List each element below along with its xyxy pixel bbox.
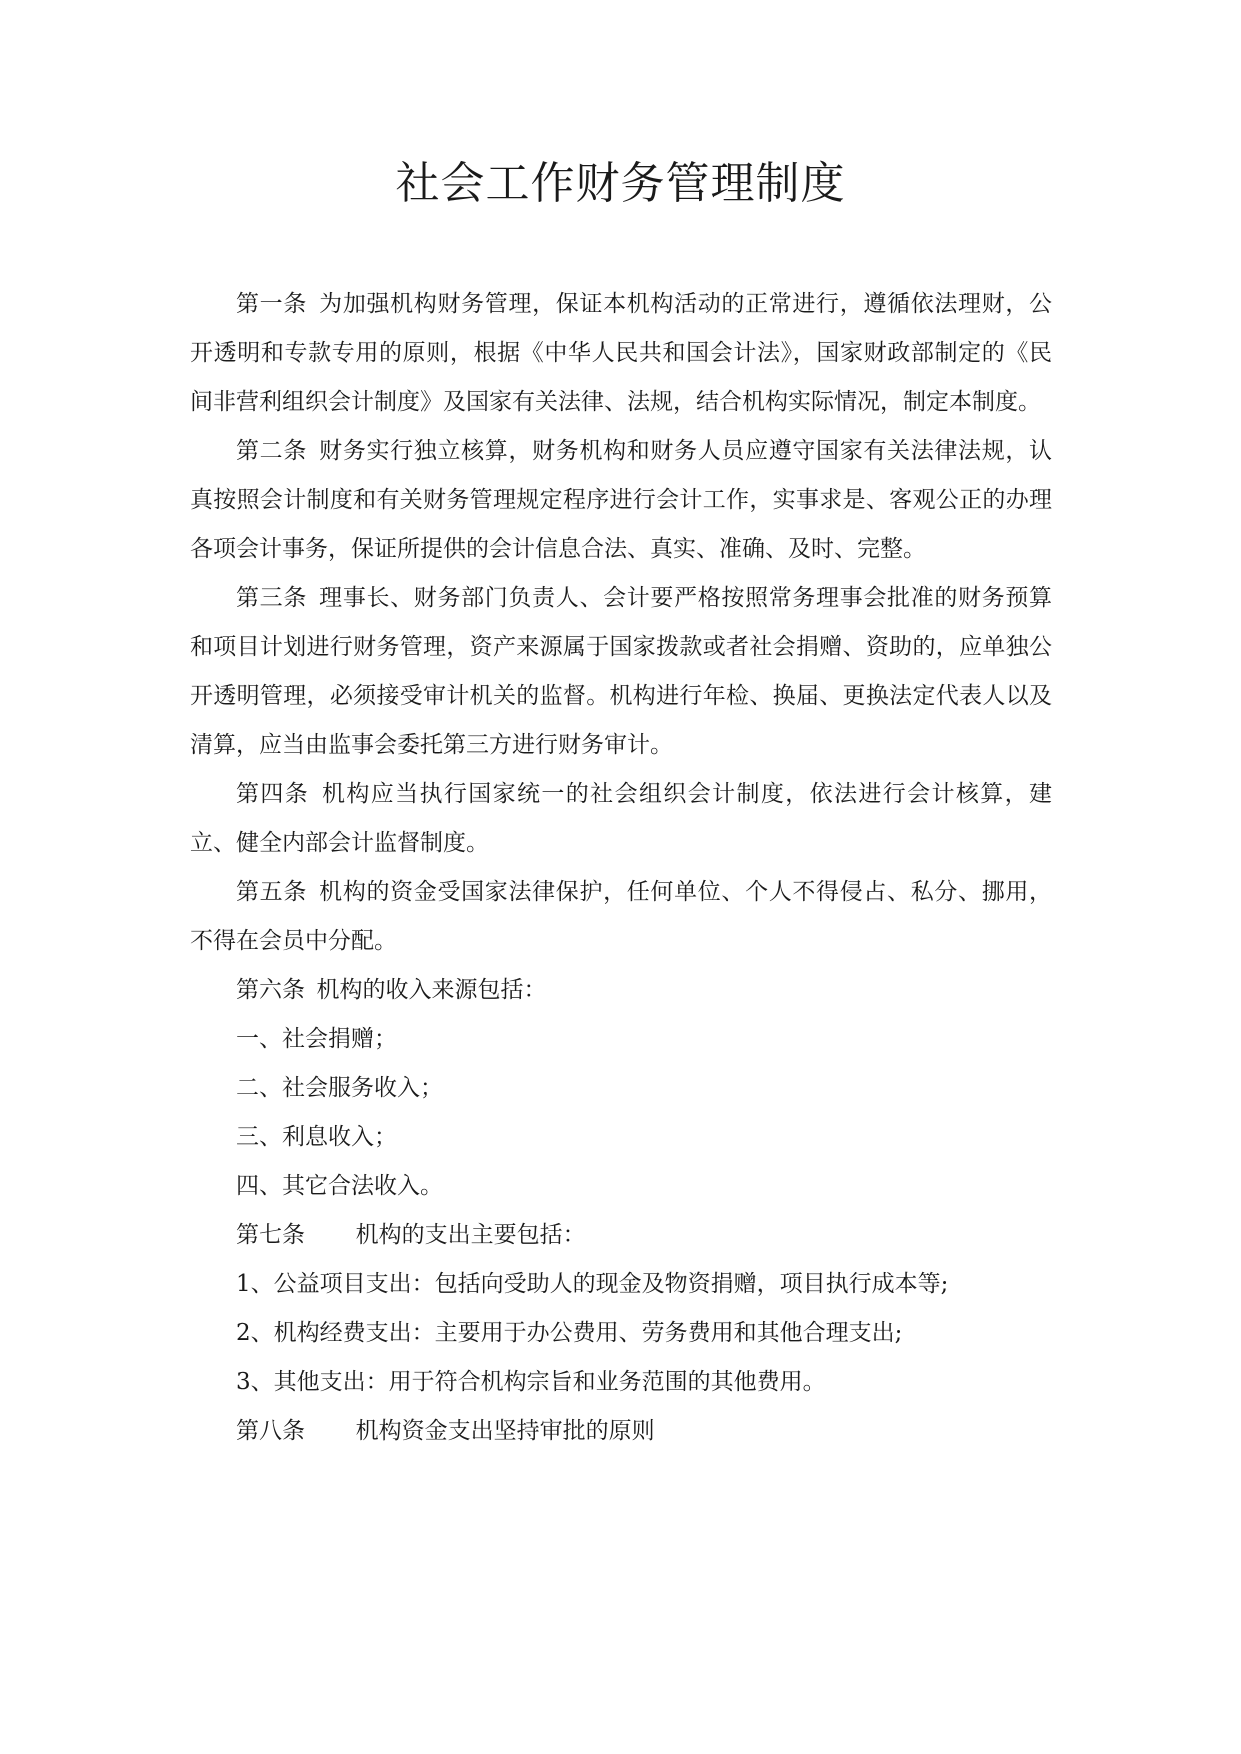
article-text: 财务实行独立核算，财务机构和财务人员应遵守国家有关法律法规，认真按照会计制度和有关财务管理规定程序进行会计工作，实事求是、客观公正的办理各项会计事务，保证所提供的会计信息合法、真实、准确、及时、完整。 (190, 438, 1053, 562)
income-item: 三、利息收入； (236, 1124, 397, 1150)
article-4 (190, 770, 1052, 868)
article-1 (190, 280, 1052, 427)
article-7 (190, 1211, 1052, 1260)
article-text: 机构的收入来源包括： (316, 977, 547, 1003)
article-label: 第四条 (236, 781, 310, 807)
article-3 (190, 574, 1052, 770)
article-text: 为加强机构财务管理，保证本机构活动的正常进行，遵循依法理财，公开透明和专款专用的原则，根据《中华人民共和国会计法》，国家财政部制定的《民间非营利组织会计制度》及国家有关法律、法规，结合机构实际情况，制定本制度。 (190, 291, 1053, 415)
document-body (190, 280, 1052, 1456)
article-text: 理事长、财务部门负责人、会计要严格按照常务理事会批准的财务预算和项目计划进行财务管理，资产来源属于国家拨款或者社会捐赠、资助的，应单独公开透明管理，必须接受审计机关的监督。机构进行年检、换届、更换法定代表人以及清算，应当由监事会委托第三方进行财务审计。 (190, 585, 1053, 758)
article-label: 第五条 (236, 879, 307, 905)
article-label: 第七条 (236, 1222, 305, 1248)
article-label: 第一条 (236, 291, 307, 317)
article-text: 机构应当执行国家统一的社会组织会计制度，依法进行会计核算，建立、健全内部会计监督制度。 (190, 781, 1053, 856)
expense-item: 2、机构经费支出：主要用于办公费用、劳务费用和其他合理支出; (236, 1320, 903, 1346)
article-text: 机构资金支出坚持审批的原则 (355, 1418, 655, 1444)
income-item: 一、社会捐赠； (236, 1026, 397, 1052)
article-label: 第二条 (236, 438, 307, 464)
expense-item: 3、其他支出：用于符合机构宗旨和业务范围的其他费用。 (236, 1369, 826, 1395)
income-item: 四、其它合法收入。 (236, 1173, 443, 1199)
article-label: 第三条 (236, 585, 307, 611)
document-title: 社会工作财务管理制度 (395, 158, 846, 209)
article-text: 机构的资金受国家法律保护，任何单位、个人不得侵占、私分、挪用，不得在会员中分配。 (190, 879, 1053, 954)
article-label: 第六条 (236, 977, 305, 1003)
article-8 (190, 1407, 1052, 1456)
article-2 (190, 427, 1052, 574)
expense-item: 1、公益项目支出：包括向受助人的现金及物资捐赠，项目执行成本等; (236, 1271, 949, 1297)
article-6 (190, 966, 1052, 1015)
article-5 (190, 868, 1052, 966)
article-label: 第八条 (236, 1418, 305, 1444)
article-text: 机构的支出主要包括： (355, 1222, 586, 1248)
income-item: 二、社会服务收入； (236, 1075, 443, 1101)
